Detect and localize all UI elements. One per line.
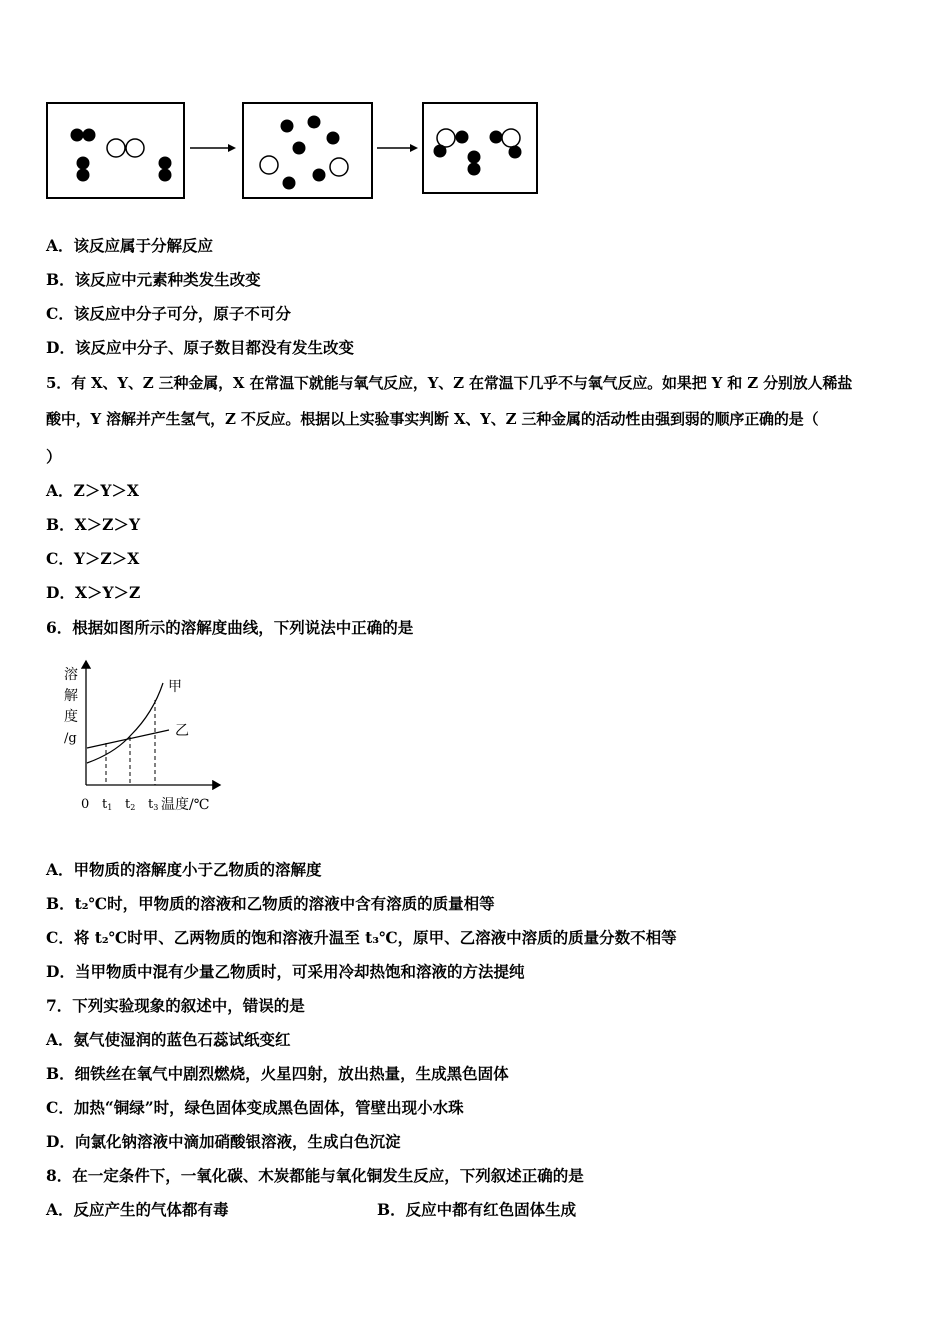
black-atom (281, 120, 294, 133)
q4-option-d: D．该反应中分子、原子数目都没有发生改变 (46, 338, 354, 357)
intermediate-box (243, 103, 372, 198)
q7-option-d: D．向氯化钠溶液中滴加硝酸银溶液，生成白色沉淀 (46, 1132, 401, 1151)
black-atom (159, 169, 172, 182)
black-atom (509, 146, 522, 159)
black-atom (77, 169, 90, 182)
black-atom (468, 163, 481, 176)
white-atom (126, 139, 144, 157)
t3-label: t3 (148, 797, 159, 812)
q7-stem: 7．下列实验现象的叙述中，错误的是 (46, 996, 305, 1015)
curve-yi-label: 乙 (175, 723, 189, 739)
arrow-1-head (228, 144, 236, 152)
t2-label: t2 (125, 797, 136, 812)
q7-option-b: B．细铁丝在氧气中剧烈燃烧，火星四射，放出热量，生成黑色固体 (46, 1064, 509, 1083)
q6-option-c: C．将 t₂℃时甲、乙两物质的饱和溶液升温至 t₃℃，原甲、乙溶液中溶质的质量分数不相等 (46, 928, 677, 947)
q6-stem: 6．根据如图所示的溶解度曲线，下列说法中正确的是 (46, 618, 414, 637)
q5-option-d: D．X＞Y＞Z (46, 583, 141, 602)
black-atom (83, 129, 96, 142)
black-atom (159, 157, 172, 170)
y-axis-label-2: 解 (64, 688, 78, 704)
curve-jia (87, 683, 163, 763)
q6-option-a: A．甲物质的溶解度小于乙物质的溶解度 (46, 860, 322, 879)
black-atom (490, 131, 503, 144)
origin-label: 0 (81, 797, 90, 812)
black-atom (77, 157, 90, 170)
q5-stem-line-1: 5．有 X、Y、Z 三种金属，X 在常温下就能与氧气反应，Y、Z 在常温下几乎不与氧气反应。如果把 Y 和 Z 分别放人稀盐 (46, 374, 853, 392)
q5-stem-line-2: 酸中，Y 溶解并产生氢气，Z 不反应。根据以上实验事实判断 X、Y、Z 三种金属的活动性由强到弱的顺序正确的是（ (46, 410, 819, 428)
q5-option-c: C．Y＞Z＞X (46, 549, 140, 568)
q6-option-b: B．t₂℃时，甲物质的溶液和乙物质的溶液中含有溶质的质量相等 (46, 894, 495, 913)
black-atom (468, 151, 481, 164)
black-atom (71, 129, 84, 142)
curve-jia-label: 甲 (168, 679, 182, 695)
y-axis-label-4: /g (64, 731, 77, 746)
reaction-diagram (40, 95, 550, 205)
solubility-graph (55, 655, 240, 820)
q8-stem: 8．在一定条件下，一氧化碳、木炭都能与氧化铜发生反应，下列叙述正确的是 (46, 1166, 584, 1185)
q4-option-c: C．该反应中分子可分，原子不可分 (46, 304, 291, 323)
q6-option-d: D．当甲物质中混有少量乙物质时，可采用冷却热饱和溶液的方法提纯 (46, 962, 525, 981)
black-atom (313, 169, 326, 182)
q8-option-b: B．反应中都有红色固体生成 (377, 1200, 577, 1219)
black-atom (434, 145, 447, 158)
arrow-2-head (410, 144, 418, 152)
q7-option-c: C．加热“铜绿”时，绿色固体变成黑色固体，管壁出现小水珠 (46, 1098, 464, 1117)
q4-option-a: A．该反应属于分解反应 (46, 236, 214, 255)
black-atom (456, 131, 469, 144)
q5-option-b: B．X＞Z＞Y (46, 515, 141, 534)
white-atom (437, 129, 455, 147)
y-axis-label-3: 度 (64, 709, 78, 725)
white-atom (260, 156, 278, 174)
black-atom (283, 177, 296, 190)
q5-option-a: A．Z＞Y＞X (46, 481, 139, 500)
curve-yi (87, 730, 169, 748)
q7-option-a: A．氨气使湿润的蓝色石蕊试纸变红 (46, 1030, 291, 1049)
q4-option-b: B．该反应中元素种类发生改变 (46, 270, 261, 289)
q5-stem-line-3: ） (46, 447, 62, 466)
x-axis-label: 温度/℃ (161, 797, 210, 813)
black-atom (293, 142, 306, 155)
white-atom (502, 129, 520, 147)
q8-option-a: A．反应产生的气体都有毒 (46, 1200, 229, 1219)
y-axis-label-1: 溶 (64, 667, 78, 683)
white-atom (330, 158, 348, 176)
black-atom (308, 116, 321, 129)
t1-label: t1 (102, 797, 113, 812)
white-atom (107, 139, 125, 157)
black-atom (327, 132, 340, 145)
